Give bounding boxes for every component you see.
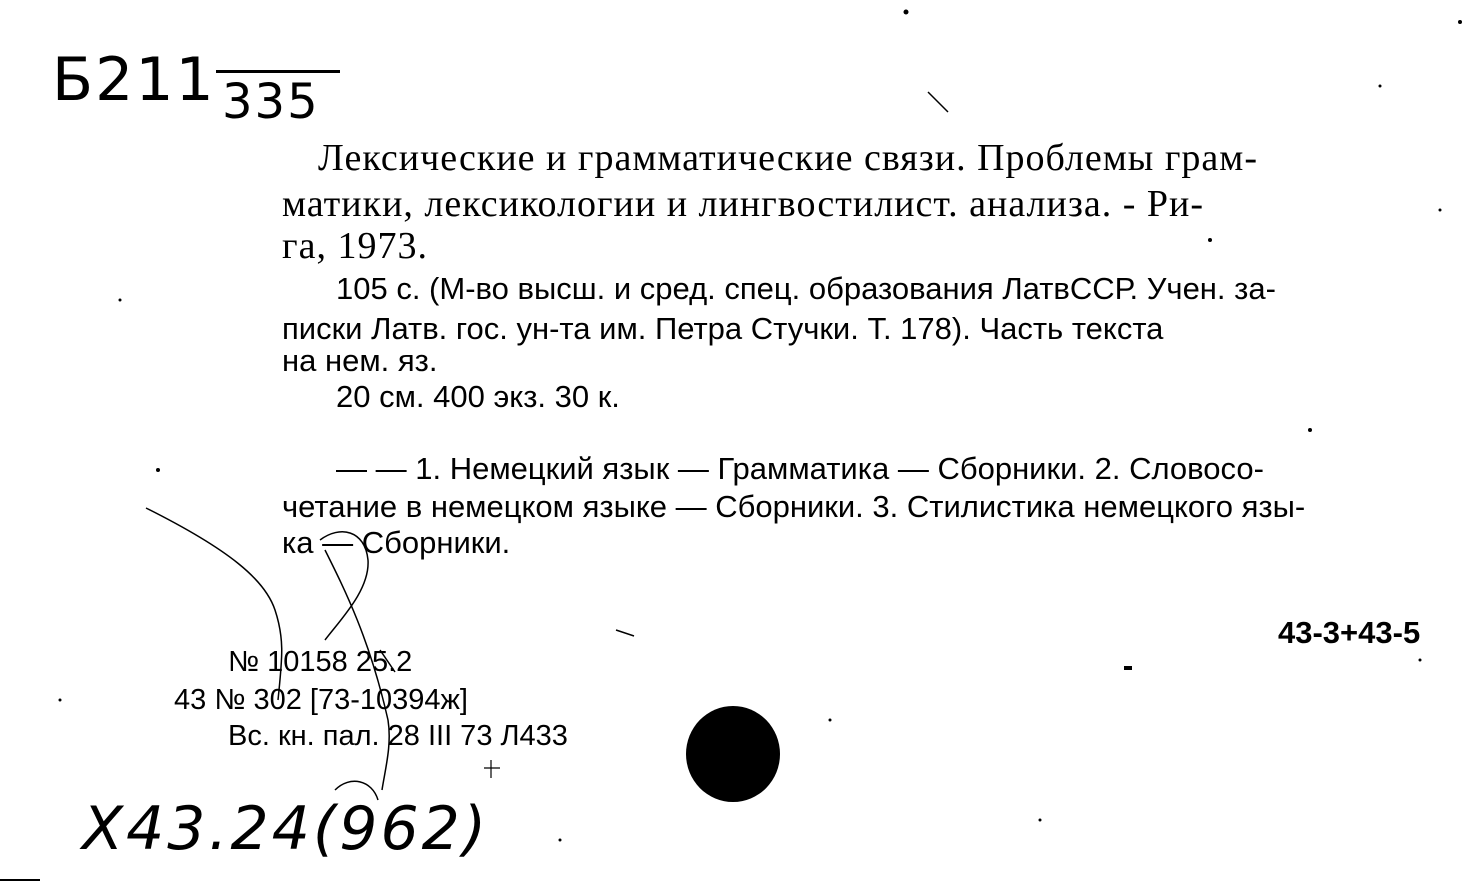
- description-line-4: 20 см. 400 экз. 30 к.: [336, 379, 620, 414]
- description-line-3: на нем. яз.: [282, 343, 438, 378]
- registry-line-1: № 10158 25.2: [228, 646, 413, 678]
- title-line-2: матики, лексикологии и лингвостилист. анализа. - Ри-: [282, 183, 1204, 225]
- shelfmark-prefix: Б211: [52, 45, 216, 115]
- registry-line-2: 43 № 302 [73-10394ж]: [174, 684, 468, 716]
- title-line-1: Лексические и грамматические связи. Проблемы грам-: [318, 137, 1258, 179]
- description-line-2: писки Латв. гос. ун-та им. Петра Стучки. Т. 178). Часть текста: [282, 311, 1164, 346]
- subjects-line-3: ка — Сборники.: [282, 525, 511, 560]
- shelfmark-number: 335: [222, 74, 320, 130]
- subjects-line-2: четание в немецком языке — Сборники. 3. Стилистика немецкого язы-: [282, 489, 1306, 524]
- subjects-line-1: — — 1. Немецкий язык — Грамматика — Сборники. 2. Словосо-: [336, 451, 1264, 486]
- title-line-3: га, 1973.: [282, 225, 428, 267]
- registry-line-3: Вс. кн. пал. 28 III 73 Л433: [228, 720, 568, 752]
- handwritten-code: Х43.24(962): [82, 794, 490, 864]
- classification-index: 43-3+43-5: [1278, 615, 1421, 650]
- description-line-1: 105 с. (М-во высш. и сред. спец. образования ЛатвССР. Учен. за-: [336, 271, 1276, 306]
